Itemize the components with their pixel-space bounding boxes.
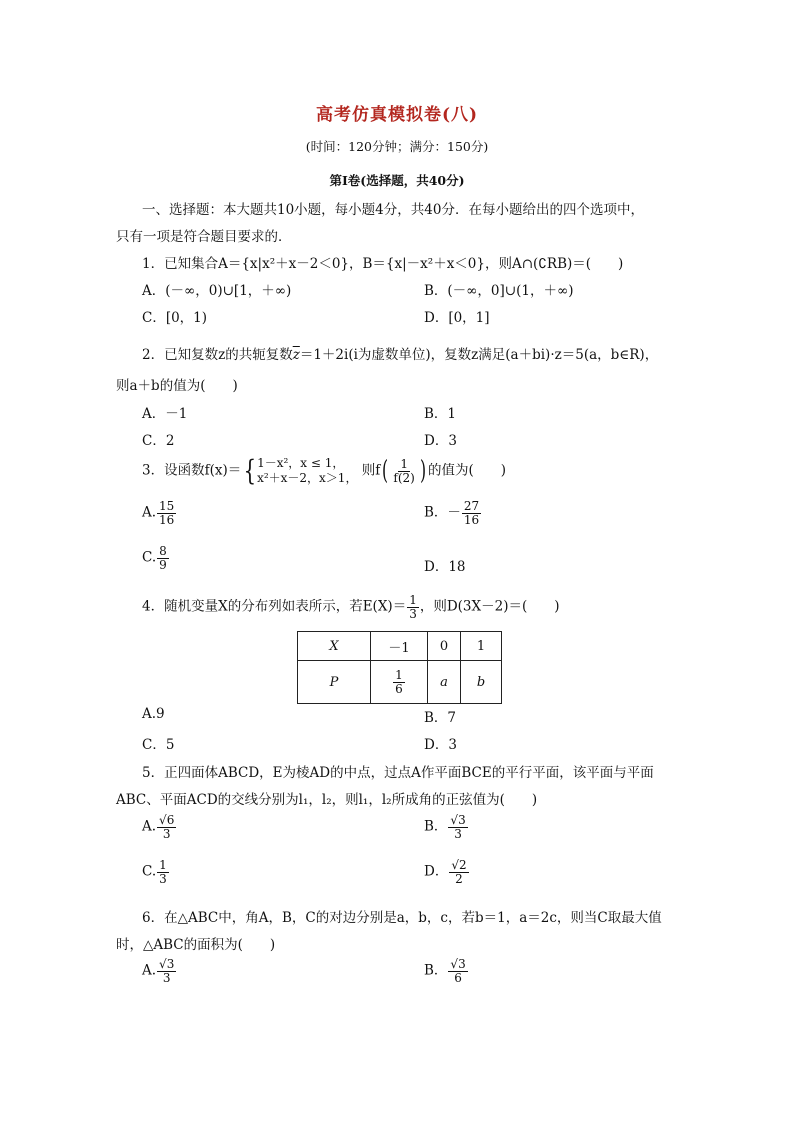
q5-option-c-fraction: [157, 859, 169, 885]
q2-stem-part-a: 2．已知复数z的共轭复数: [142, 347, 293, 363]
q5-d-num: √2: [451, 858, 467, 872]
q2-option-a: A．－1: [142, 406, 188, 422]
q5-option-d: [424, 859, 470, 885]
exam-title: 高考仿真模拟卷(八): [315, 105, 479, 125]
q5-d-den: 2: [455, 871, 463, 886]
q3-case-1: 1－x²，x ≤ 1，: [257, 456, 345, 470]
q3-option-d: D．18: [424, 559, 466, 575]
q3-piecewise-cases: [257, 456, 357, 486]
q5-option-a-fraction: [157, 814, 176, 840]
q3-option-c: [142, 545, 170, 571]
table-cell: P: [298, 661, 371, 704]
q4-table-den: 6: [395, 681, 403, 696]
q6-b-den: 6: [454, 970, 462, 985]
q2-option-b: B．1: [424, 406, 457, 422]
q5-a-den: 3: [162, 826, 171, 841]
q1-option-c: C．[0，1): [142, 310, 208, 326]
instructions-line-1: 一、选择题：本大题共10小题，每小题4分，共40分．在每小题给出的四个选项中，: [142, 202, 644, 218]
q5-b-den: 3: [454, 826, 462, 841]
q2-stem-line-2: 则a＋b的值为( ): [116, 378, 238, 394]
q5-option-c: [142, 859, 170, 885]
q1-option-d: D．[0，1]: [424, 310, 490, 326]
q4-table-fraction: [393, 669, 405, 695]
q6-stem-line-1: 6．在△ABC中，角A，B，C的对边分别是a，b，c，若b＝1，a＝2c，则当C取最大值: [142, 910, 662, 926]
section-title: 第Ⅰ卷(选择题，共40分): [329, 173, 465, 188]
q4-option-b: B．7: [424, 710, 457, 726]
q3-option-b-fraction: [462, 500, 481, 526]
q5-option-a-label: A.: [142, 818, 157, 835]
table-cell: b: [461, 661, 502, 704]
q5-option-b-label: B．: [424, 818, 448, 835]
q3-piecewise-brace: {: [243, 454, 257, 487]
q3-a-num: 15: [159, 499, 175, 513]
q4-option-c: C．5: [142, 737, 175, 753]
q5-a-num: √6: [159, 813, 175, 827]
q6-option-b-fraction: [448, 958, 467, 984]
q3-right-paren: ): [419, 456, 426, 486]
q3-option-c-label: C.: [142, 549, 157, 566]
q2-stem-part-b: ＝1＋2i(i为虚数单位)，复数z满足(a＋bi)·z＝5(a，b∈R)，: [299, 347, 659, 363]
q6-option-a-label: A.: [142, 962, 157, 979]
q4-table-num: 1: [395, 667, 403, 682]
q3-inner-num: 1: [400, 456, 408, 471]
q5-option-b: [424, 814, 469, 840]
q2-stem: [142, 343, 658, 363]
q3-c-num: 8: [159, 544, 167, 558]
q3-option-a: [142, 500, 177, 526]
q4-stem-den: 3: [409, 606, 417, 621]
q6-stem-line-2: 时，△ABC的面积为( ): [116, 937, 276, 953]
q4-stem-part-a: 4．随机变量X的分布列如表所示，若E(X)＝: [142, 598, 407, 615]
q3-option-b-label: B．－: [424, 504, 461, 521]
exam-subtitle: (时间：120分钟；满分：150分): [305, 139, 489, 154]
q3-stem-part-c: 的值为( ): [428, 462, 507, 479]
q5-c-num: 1: [159, 858, 167, 872]
q4-stem: [142, 594, 560, 620]
q1-option-b: B．(－∞，0]∪(1，＋∞): [424, 283, 574, 299]
instructions-line-2: 只有一项是符合题目要求的．: [116, 229, 292, 245]
q3-a-den: 16: [159, 512, 175, 527]
q4-stem-part-b: ，则D(3X－2)＝( ): [419, 598, 560, 615]
q6-b-num: √3: [450, 957, 466, 971]
q3-option-a-label: A.: [142, 504, 157, 521]
q4-option-d: D．3: [424, 737, 457, 753]
q3-b-num: 27: [463, 499, 480, 513]
table-cell: 1: [461, 632, 502, 661]
q4-distribution-table: [297, 631, 502, 704]
q1-stem: 1．已知集合A＝{x|x²＋x－2＜0}，B＝{x|－x²＋x＜0}，则A∩(∁RB)＝( ): [142, 256, 624, 272]
q3-option-b: [424, 500, 482, 526]
q6-option-b-label: B．: [424, 962, 448, 979]
q5-option-b-fraction: [448, 814, 467, 840]
q3-stem: [142, 456, 506, 486]
table-row: [298, 661, 502, 704]
q2-option-d: D．3: [424, 433, 457, 449]
q4-stem-num: 1: [409, 593, 417, 607]
q6-a-den: 3: [162, 970, 171, 985]
table-row: [298, 632, 502, 661]
q6-option-a-fraction: [157, 958, 176, 984]
q5-option-c-label: C.: [142, 863, 157, 880]
q3-option-c-fraction: [157, 545, 169, 571]
q5-option-a: [142, 814, 177, 840]
table-cell: [371, 661, 428, 704]
q5-option-d-label: D．: [424, 863, 449, 880]
q3-left-paren: (: [382, 456, 389, 486]
q5-b-num: √3: [450, 813, 466, 827]
q3-option-a-fraction: [157, 500, 176, 526]
q3-c-den: 9: [159, 557, 167, 572]
q5-c-den: 3: [159, 871, 167, 886]
q3-stem-part-a: 3．设函数f(x)＝: [142, 462, 242, 479]
table-cell: X: [298, 632, 371, 661]
q4-stem-fraction: [407, 594, 419, 620]
table-cell: －1: [371, 632, 428, 661]
table-cell: a: [428, 661, 461, 704]
q5-stem-line-1: 5．正四面体ABCD，E为棱AD的中点，过点A作平面BCE的平行平面，该平面与平面: [142, 765, 654, 781]
q6-option-a: [142, 958, 177, 984]
q5-option-d-fraction: [449, 859, 468, 885]
q1-option-a: A．(－∞，0)∪[1，＋∞): [142, 283, 292, 299]
q4-option-a: A.9: [142, 706, 165, 722]
q3-b-den: 16: [463, 512, 480, 527]
q3-stem-part-b: 则f: [361, 462, 381, 479]
q3-inner-den: f(2): [393, 470, 415, 485]
q6-option-b: [424, 958, 469, 984]
q6-a-num: √3: [159, 957, 175, 971]
q2-option-c: C．2: [142, 433, 175, 449]
q3-inner-fraction: [391, 458, 416, 484]
q2-conjugate-z: $\overline{z}$: [292, 347, 300, 363]
table-cell: 0: [428, 632, 461, 661]
q5-stem-line-2: ABC、平面ACD的交线分别为l₁，l₂，则l₁，l₂所成角的正弦值为( ): [116, 792, 538, 808]
q3-case-2: x²＋x－2，x＞1，: [257, 471, 358, 485]
